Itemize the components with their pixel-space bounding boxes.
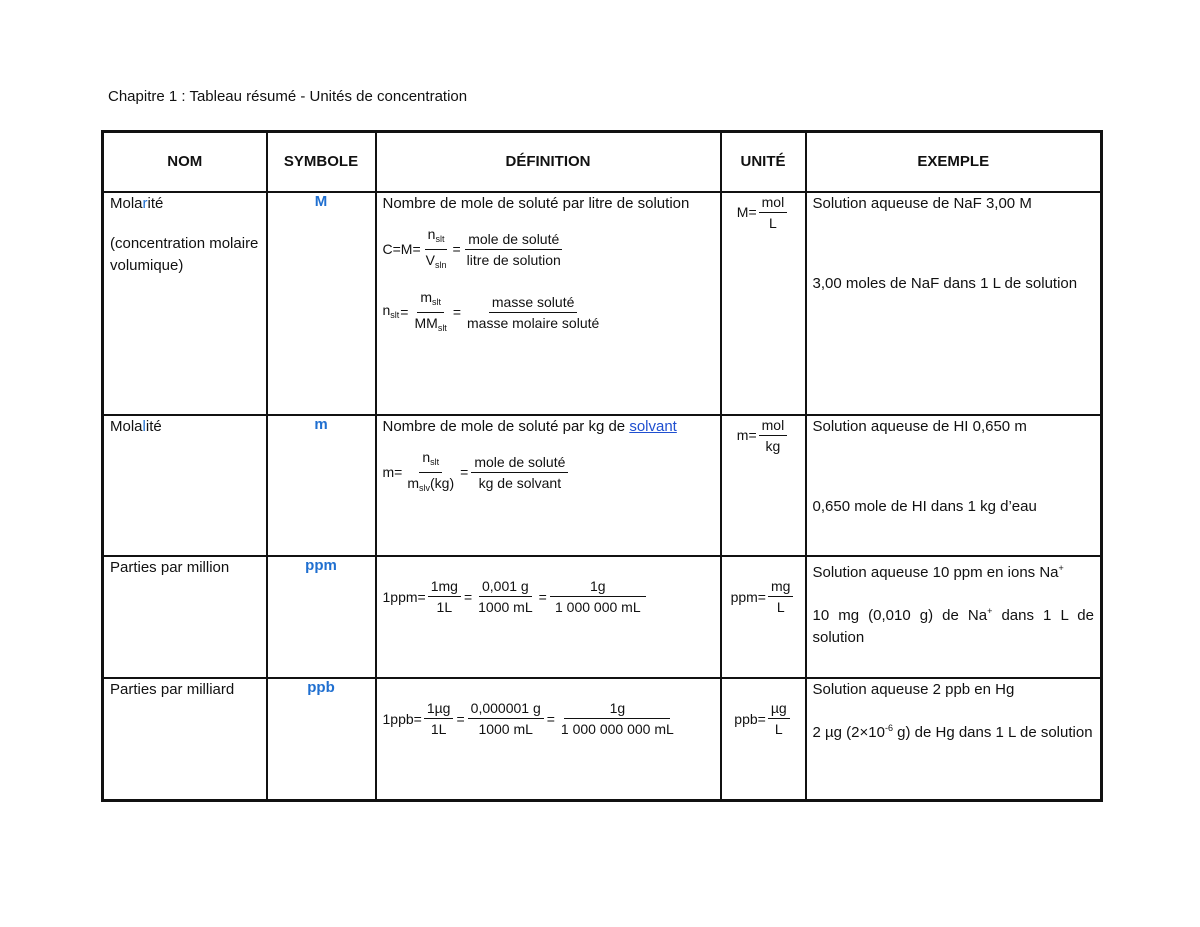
- fraction-numerator: mol: [759, 193, 788, 213]
- definition-cell: [376, 678, 721, 800]
- fraction-numerator: 1g: [564, 699, 670, 719]
- fraction-denominator: m: [407, 474, 420, 491]
- nom-part: Mola: [110, 417, 143, 435]
- nom-part: ité: [145, 417, 162, 435]
- fraction: [464, 230, 564, 269]
- formula-ppm: [383, 577, 714, 616]
- definition-cell: [376, 415, 721, 556]
- example-text: g) de Hg dans 1 L de solution: [892, 724, 1093, 742]
- formula-lhs-var: n: [382, 301, 391, 318]
- equals-sign: =: [460, 464, 469, 481]
- unit-cell: [721, 556, 806, 678]
- example-text: 2 µg (2×10: [812, 724, 885, 742]
- definition-cell: [376, 556, 721, 678]
- subscript: slt: [435, 233, 445, 244]
- formula-molality: [383, 448, 714, 497]
- example-line-2: [813, 717, 1095, 744]
- fraction-denominator: 1L: [436, 599, 453, 616]
- fraction-denominator: masse molaire soluté: [467, 314, 600, 331]
- fraction: [424, 699, 454, 738]
- nom-cell: [103, 192, 267, 415]
- table-row-molalite: [103, 415, 1102, 556]
- fraction-denominator: L: [776, 599, 785, 616]
- subscript: sln: [434, 259, 447, 270]
- unit-cell: [721, 192, 806, 415]
- example-cell: [806, 556, 1102, 678]
- subscript: slt: [430, 456, 440, 467]
- fraction: [464, 293, 602, 332]
- fraction-numerator: mole de soluté: [471, 453, 568, 473]
- header-exemple: EXEMPLE: [806, 132, 1102, 192]
- unit-formula: [728, 193, 799, 232]
- unit-lhs: ppm=: [730, 588, 766, 605]
- fraction-denominator: V: [425, 251, 435, 268]
- formula-lhs: m=: [382, 464, 403, 481]
- nom-cell: Parties par milliard: [103, 678, 267, 800]
- fraction-denominator: 1 000 000 mL: [554, 599, 641, 616]
- equals-sign: =: [538, 588, 547, 605]
- superscript: -6: [884, 723, 893, 734]
- fraction-numerator: mole de soluté: [465, 230, 562, 250]
- unit-cell: [721, 678, 806, 800]
- nom-cell: Parties par million: [103, 556, 267, 678]
- example-line-1: Solution aqueuse de HI 0,650 m: [812, 417, 1027, 435]
- formula-lhs: 1ppm=: [382, 588, 426, 605]
- fraction-numerator: m: [420, 288, 432, 305]
- formula-lhs: 1ppb=: [382, 710, 422, 727]
- subscript: slv: [419, 482, 431, 493]
- fraction-denominator: MM: [414, 314, 438, 331]
- fraction-denominator: 1000 mL: [478, 599, 533, 616]
- fraction-numerator: µg: [768, 699, 790, 719]
- example-line-1: [813, 557, 1095, 584]
- example-line-1: Solution aqueuse 2 ppb en Hg: [812, 681, 1015, 699]
- fraction: [471, 453, 568, 492]
- formula-moles: [383, 288, 714, 337]
- fraction-numerator: mg: [768, 577, 793, 597]
- fraction-denominator: kg de solvant: [478, 474, 562, 491]
- superscript: +: [1058, 563, 1064, 574]
- solvant-link[interactable]: solvant: [629, 417, 677, 435]
- formula-ppb: [383, 699, 714, 738]
- unit-formula: [728, 577, 799, 616]
- example-text: 10 mg (0,010 g) de Na: [812, 607, 988, 625]
- fraction: [468, 699, 544, 738]
- nom-part: ité: [147, 194, 164, 212]
- unit-cell: [721, 415, 806, 556]
- nom-cell: [103, 415, 267, 556]
- example-line-2: 0,650 mole de HI dans 1 kg d’eau: [812, 497, 1037, 515]
- equals-sign: =: [400, 304, 409, 321]
- fraction-denominator-unit: (kg): [430, 474, 455, 491]
- fraction: [428, 577, 461, 616]
- unit-formula: [728, 699, 799, 738]
- fraction: [404, 448, 457, 497]
- fraction-numerator: 1g: [550, 577, 646, 597]
- fraction-numerator: masse soluté: [489, 293, 577, 313]
- table-row-molarite: [103, 192, 1102, 415]
- symbol-cell: ppm: [267, 556, 376, 678]
- equals-sign: =: [452, 304, 461, 321]
- example-cell: [806, 678, 1102, 800]
- fraction: [423, 225, 450, 274]
- header-unite: UNITÉ: [721, 132, 806, 192]
- fraction-denominator: 1L: [430, 721, 447, 738]
- formula-molarity: [383, 225, 714, 274]
- fraction-numerator: 0,001 g: [479, 577, 532, 597]
- equals-sign: =: [463, 588, 473, 605]
- header-row: [103, 132, 1102, 192]
- page-title: Chapitre 1 : Tableau résumé - Unités de concentration: [108, 88, 468, 105]
- superscript: +: [987, 606, 993, 617]
- fraction: [411, 288, 449, 337]
- definition-text: Nombre de mole de soluté par litre de solution: [382, 194, 690, 212]
- concentration-table: [101, 130, 1103, 802]
- unit-lhs: M=: [736, 204, 757, 221]
- definition-text: [383, 416, 714, 438]
- nom-note: (concentration molaire volumique): [110, 234, 259, 274]
- symbol-cell: ppb: [267, 678, 376, 800]
- nom-label: [110, 193, 260, 215]
- equals-sign: =: [546, 710, 555, 727]
- header-nom: NOM: [103, 132, 267, 192]
- fraction-denominator: kg: [765, 437, 781, 454]
- fraction-denominator: 1000 mL: [478, 721, 533, 738]
- fraction: [768, 577, 793, 616]
- fraction-numerator: mol: [759, 416, 788, 436]
- nom-highlight: r: [142, 194, 148, 212]
- subscript: slt: [437, 322, 447, 333]
- fraction-denominator: L: [774, 721, 783, 738]
- example-line-2: [813, 600, 1095, 649]
- fraction: [759, 416, 788, 455]
- fraction-numerator: n: [422, 448, 431, 465]
- table-row-ppm: [103, 556, 1102, 678]
- fraction-denominator: L: [769, 214, 777, 231]
- formula-lhs: [383, 299, 400, 326]
- fraction: [759, 193, 788, 232]
- fraction-numerator: 0,000001 g: [468, 699, 544, 719]
- equals-sign: =: [456, 710, 465, 727]
- equals-sign: =: [452, 241, 461, 258]
- unit-formula: [728, 416, 799, 455]
- fraction-numerator: 1µg: [424, 699, 454, 719]
- nom-label: [110, 416, 260, 438]
- example-text: Solution aqueuse 10 ppm en ions Na: [812, 564, 1059, 582]
- symbol-cell: M: [267, 192, 376, 415]
- fraction-denominator: 1 000 000 000 mL: [560, 721, 674, 738]
- example-line-1: Solution aqueuse de NaF 3,00 M: [812, 194, 1032, 212]
- table-row-ppb: [103, 678, 1102, 800]
- fraction: [768, 699, 790, 738]
- fraction-numerator: 1mg: [428, 577, 461, 597]
- header-definition: DÉFINITION: [376, 132, 721, 192]
- header-symbole: SYMBOLE: [267, 132, 376, 192]
- nom-part: Mola: [110, 194, 143, 212]
- fraction-denominator: litre de solution: [466, 251, 561, 268]
- fraction: [558, 699, 677, 738]
- example-line-2: 3,00 moles de NaF dans 1 L de solution: [812, 274, 1078, 292]
- fraction-numerator: n: [427, 225, 436, 242]
- example-cell: [806, 415, 1102, 556]
- unit-lhs: ppb=: [734, 710, 766, 727]
- example-text: dans 1 L de solution: [812, 607, 1094, 647]
- fraction: [550, 577, 646, 616]
- example-cell: [806, 192, 1102, 415]
- definition-text-part: Nombre de mole de soluté par kg de: [382, 417, 630, 435]
- definition-cell: [376, 192, 721, 415]
- symbol-cell: m: [267, 415, 376, 556]
- unit-lhs: m=: [736, 427, 757, 444]
- subscript: slt: [431, 296, 441, 307]
- nom-highlight: l: [142, 417, 146, 435]
- formula-lhs: C=M=: [382, 241, 421, 258]
- subscript: slt: [390, 309, 400, 320]
- fraction: [475, 577, 535, 616]
